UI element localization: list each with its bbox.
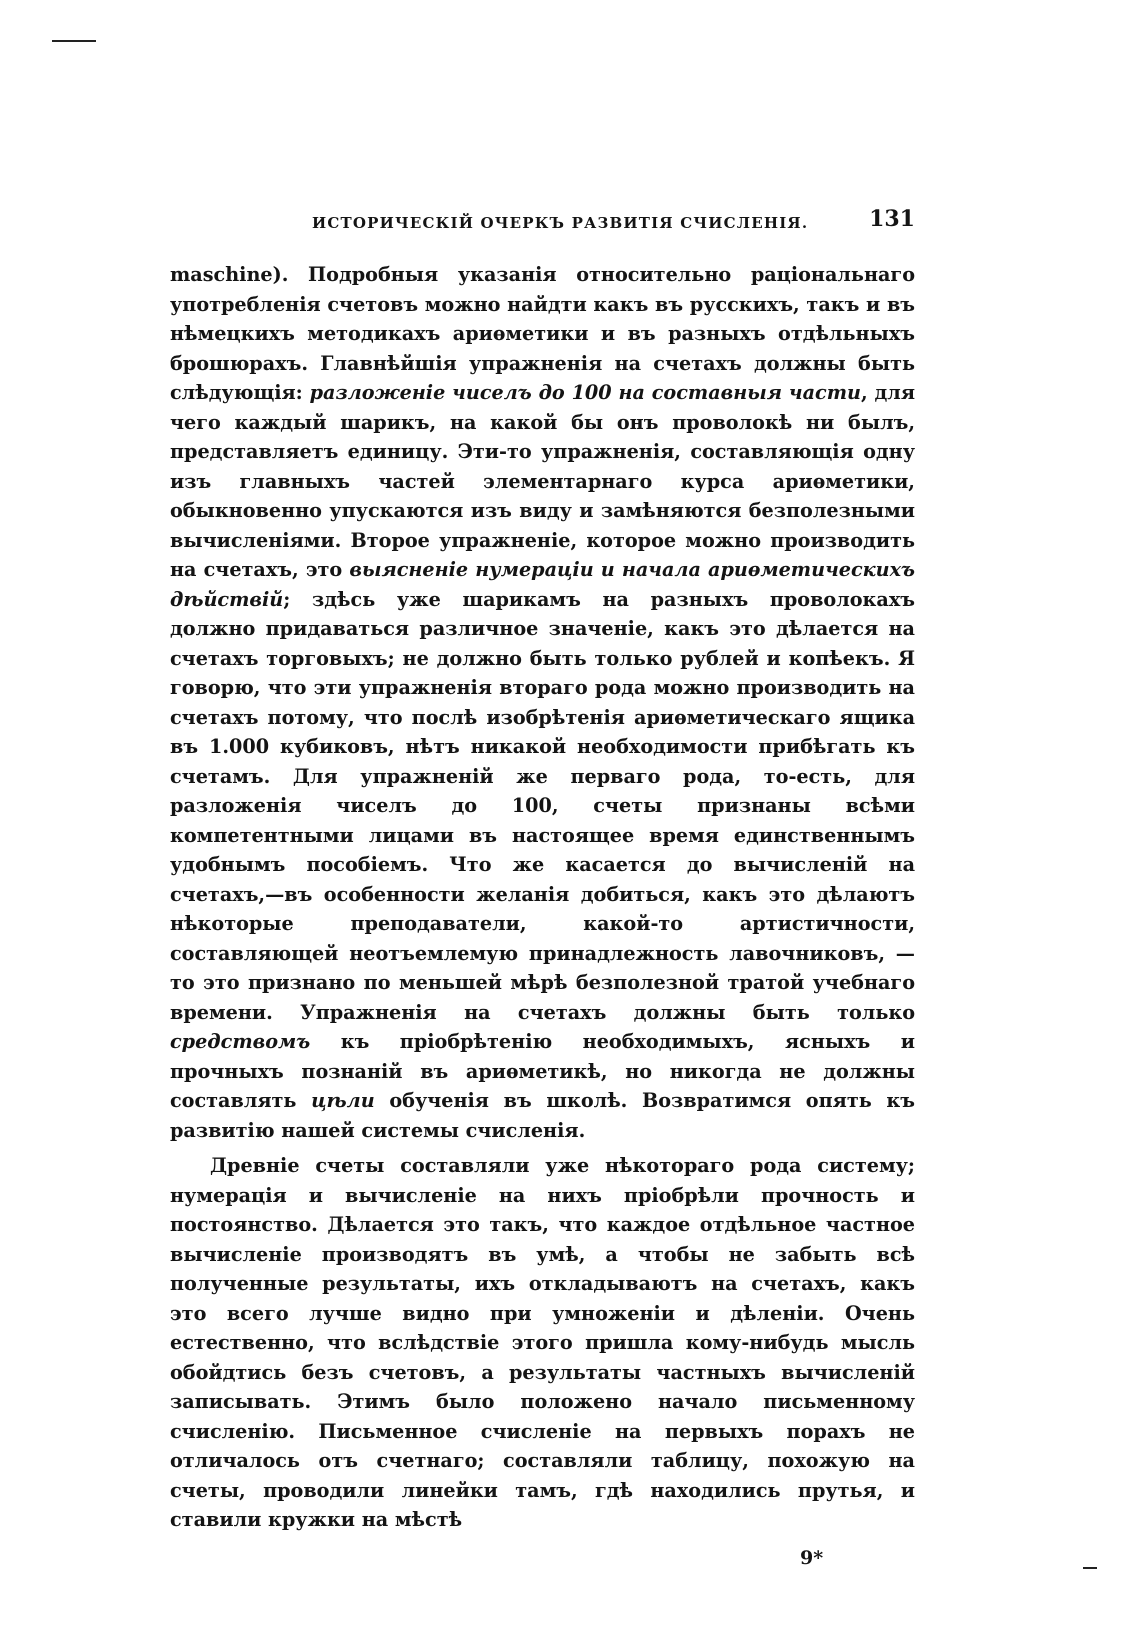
page-number: 131: [869, 206, 915, 232]
paragraph-text: обученія въ школѣ. Возвратимся опять къ развитію нашей системы счисленія.: [170, 1089, 915, 1142]
scan-edge-mark: [1083, 1567, 1097, 1569]
paragraph-1: [170, 260, 915, 1145]
paragraph-text: ; здѣсь уже шарикамъ на разныхъ проволокахъ должно придаваться различное значеніе, какъ это дѣлается на счетахъ торговыхъ; не должно быть только рублей и копѣекъ. Я говорю, что эти упражненія втораго рода можно производить на счетахъ потому, что послѣ изобрѣтенія ариѳметическаго ящика въ 1.000 кубиковъ, нѣтъ никакой необходимости прибѣгать къ счетамъ. Для упражненій же перваго рода, то-есть, для разложенія чиселъ до 100, счеты признаны всѣми компетентными лицами въ настоящее время единственнымъ удобнымъ пособіемъ. Что же касается до вычисленій на счетахъ,—въ особенности желанія добиться, какъ это дѣлаютъ нѣкоторые преподаватели, какой-то артистичности, составляющей неотъемлемую принадлежность лавочниковъ, — то это признано по меньшей мѣрѣ безполезной тратой учебнаго времени. Упражненія на счетахъ должны быть только: [170, 587, 915, 1024]
page-body: [170, 260, 915, 1535]
paragraph-2: Древніе счеты составляли уже нѣкотораго рода систему; нумерація и вычисленіе на нихъ пріобрѣли прочность и постоянство. Дѣлается это такъ, что каждое отдѣльное частное вычисленіе производятъ въ умѣ, а чтобы не забыть всѣ полученные результаты, ихъ откладываютъ на счетахъ, какъ это всего лучше видно при умноженіи и дѣленіи. Очень естественно, что вслѣдствіе этого пришла кому-нибудь мысль обойдтись безъ счетовъ, а результаты частныхъ вычисленій записывать. Этимъ было положено начало письменному счисленію. Письменное счисленіе на первыхъ порахъ не отличалось отъ счетнаго; составляли таблицу, похожую на счеты, проводили линейки тамъ, гдѣ находились прутья, и ставили кружки на мѣстѣ: [170, 1154, 915, 1531]
emphasis-text: разложеніе чиселъ до 100 на составныя части: [309, 381, 861, 404]
emphasis-text: цѣли: [311, 1089, 375, 1112]
running-head: [170, 206, 915, 250]
paragraph-text: , для чего каждый шарикъ, на какой бы онъ проволокѣ ни былъ, представляетъ единицу. Эти-то упражненія, составляющія одну изъ главныхъ частей элементарнаго курса ариѳметики, обыкновенно упускаются изъ виду и замѣняются безполезными вычисленіями. Второе упражненіе, которое можно производить на счетахъ, это: [170, 381, 916, 581]
running-title: ИСТОРИЧЕСКІЙ ОЧЕРКЪ РАЗВИТІЯ СЧИСЛЕНІЯ.: [312, 214, 809, 232]
page-footer: [170, 1543, 915, 1579]
scan-edge-mark: [52, 40, 96, 42]
book-page: [170, 206, 916, 1579]
emphasis-text: выясненіе нумераціи и начала ариѳметическихъ дѣйствій: [170, 558, 915, 611]
emphasis-text: средствомъ: [170, 1030, 311, 1053]
paragraph-text: maschine). Подробныя указанія относительно раціональнаго употребленія счетовъ можно найдти какъ въ русскихъ, такъ и въ нѣмецкихъ методикахъ ариѳметики и въ разныхъ отдѣльныхъ брошюрахъ. Главнѣйшія упражненія на счетахъ должны быть слѣдующія:: [170, 263, 915, 404]
signature-mark: 9*: [800, 1546, 824, 1569]
paragraph-text: къ пріобрѣтенію необходимыхъ, ясныхъ и прочныхъ познаній въ ариѳметикѣ, но никогда не должны составлять: [170, 1030, 915, 1112]
